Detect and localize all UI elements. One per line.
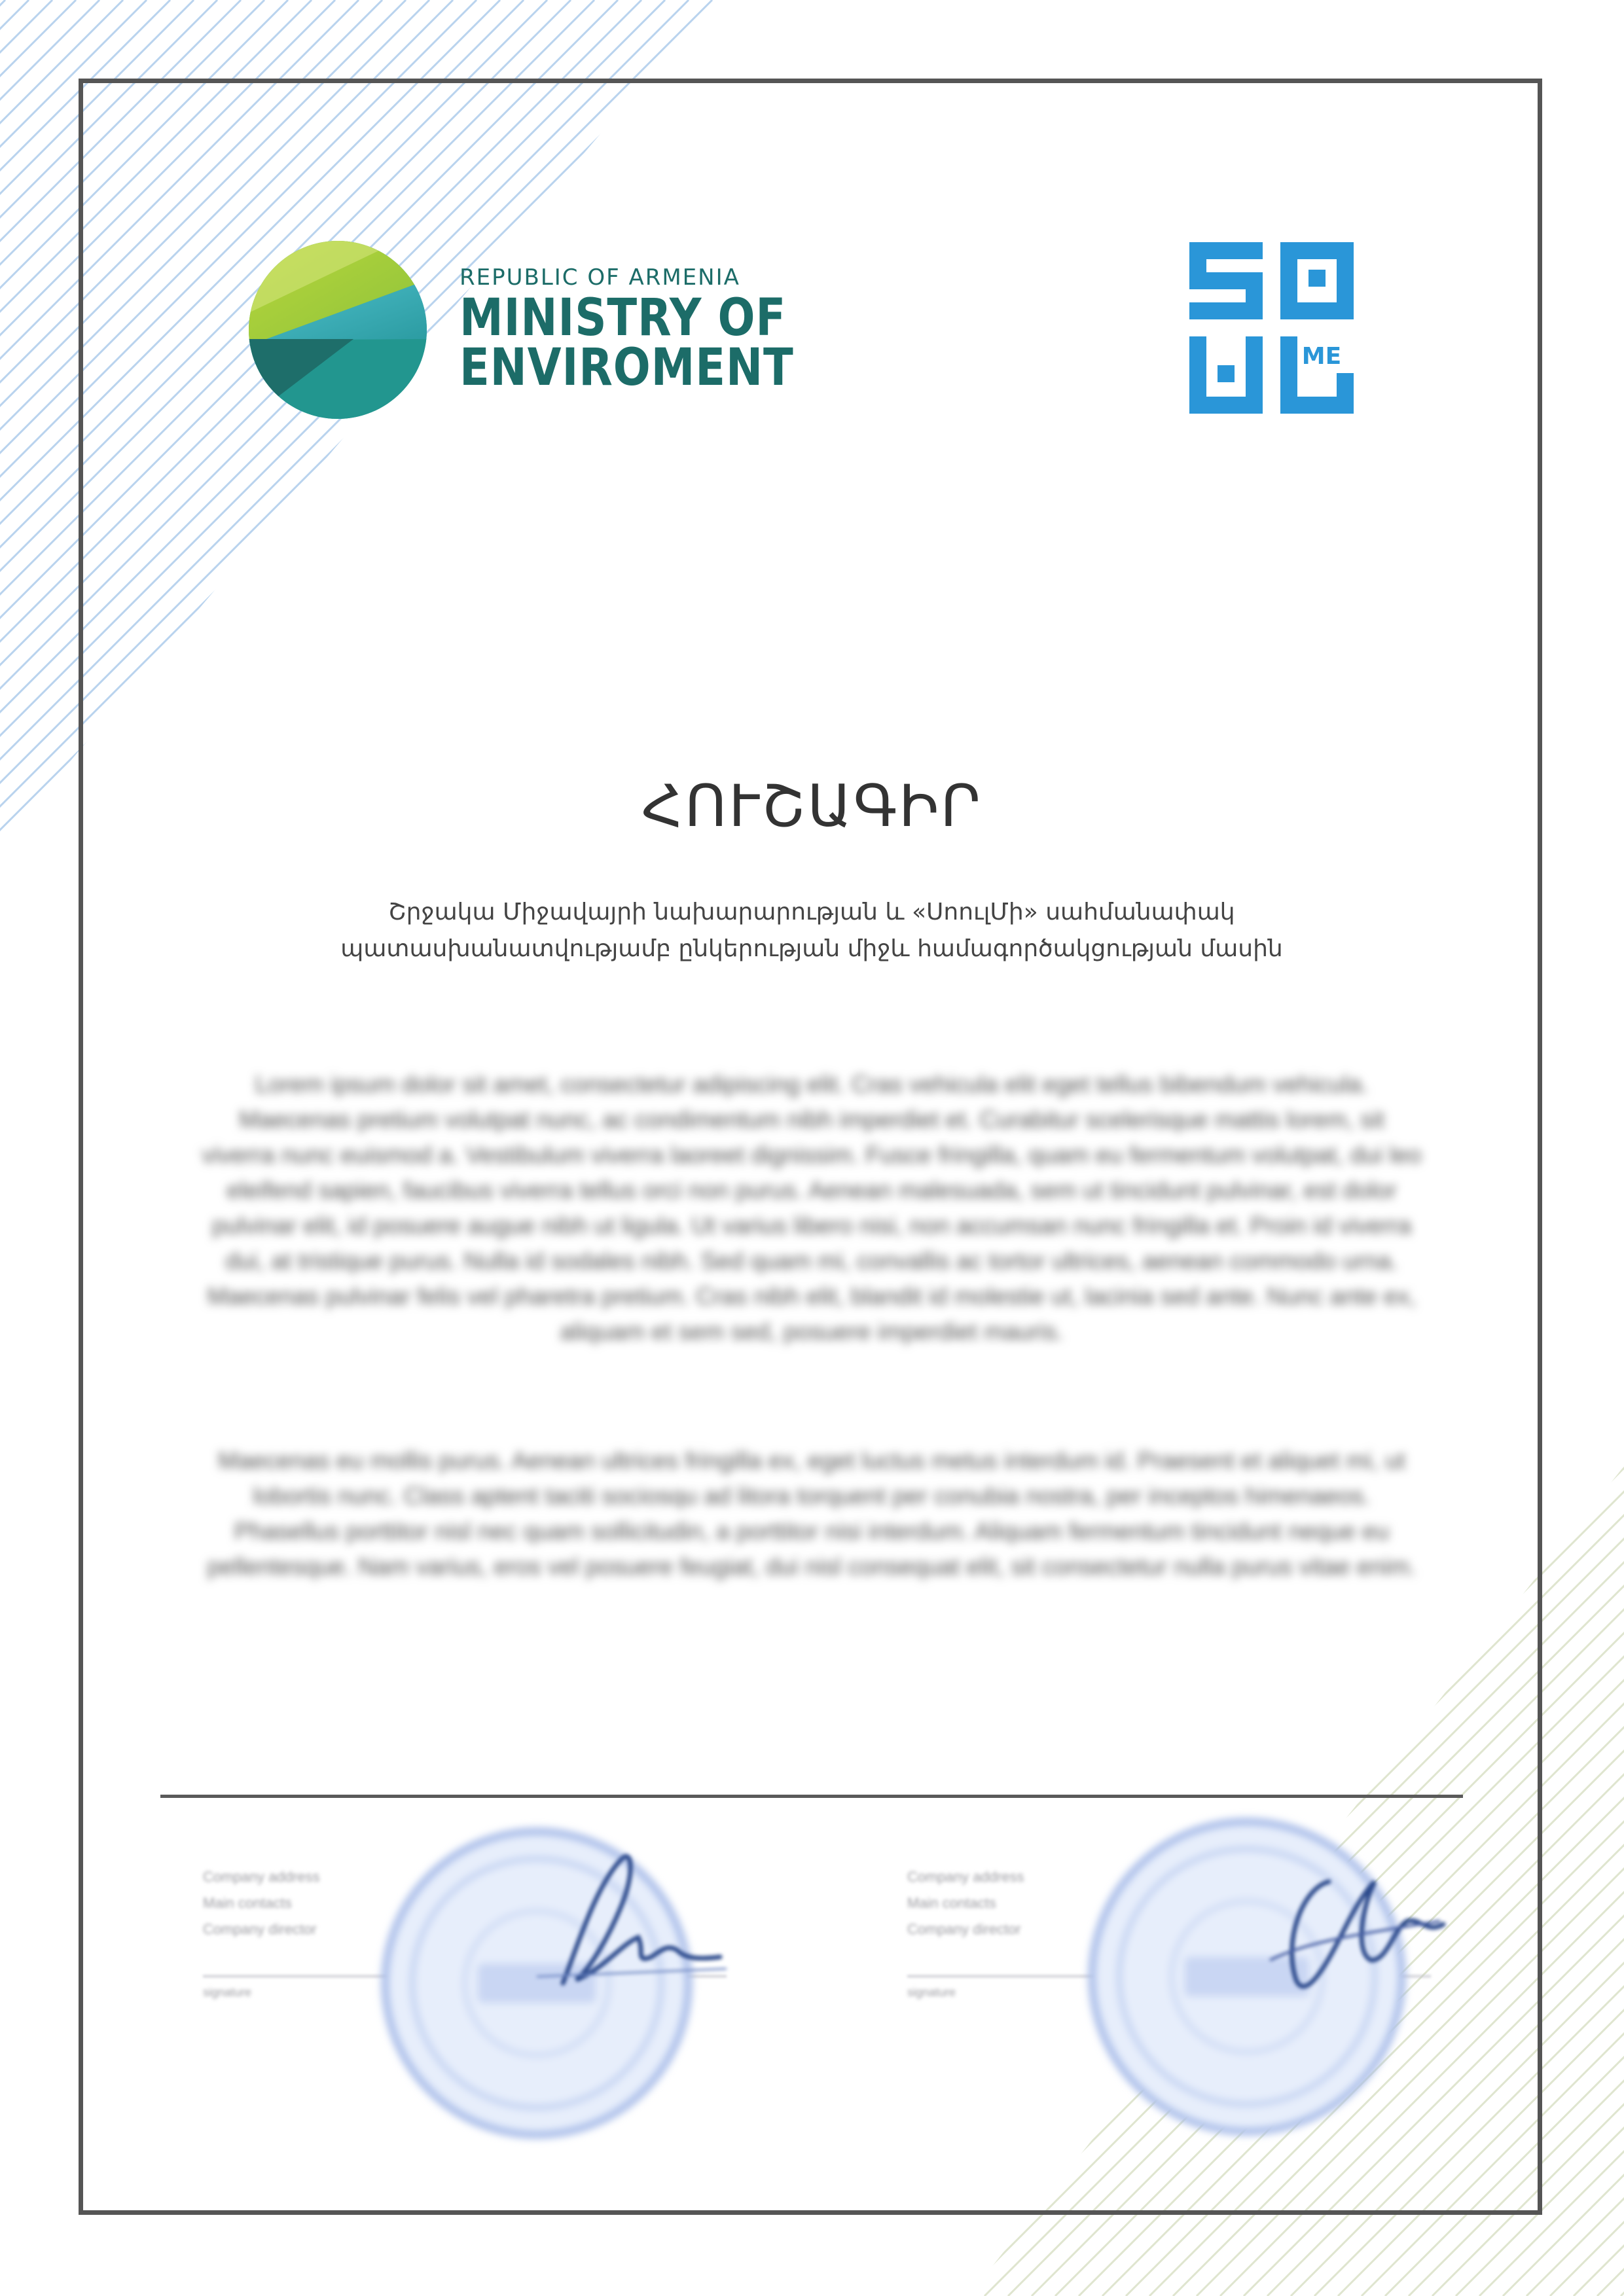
signer-left-address: Company address: [203, 1869, 320, 1885]
signer-right-director: Company director: [907, 1921, 1021, 1937]
document-title: ՀՈՒՇԱԳԻՐ: [641, 772, 983, 840]
ministry-country: REPUBLIC OF ARMENIA: [460, 264, 740, 291]
ministry-globe-logo: [249, 241, 427, 419]
signer-right-underline-label: signature: [907, 1986, 956, 1999]
document-subtitle: [249, 894, 1375, 967]
signer-left-contacts: Main contacts: [203, 1895, 292, 1911]
stripe-line: [1574, 1445, 1624, 2296]
handwritten-signature-left: [524, 1846, 733, 1996]
signer-right-address: Company address: [907, 1869, 1024, 1885]
subtitle-line-1: Շրջակա Միջավայրի նախարարության և «ՍոուլՄի» սահմանափակ: [388, 899, 1235, 925]
ministry-name-block: [460, 262, 848, 397]
ministry-name-line1: MINISTRY OF: [460, 289, 787, 348]
subtitle-line-2: պատասխանատվությամբ ընկերության միջև համագործակցության մասին: [340, 935, 1283, 962]
body-paragraph-1: Lorem ipsum dolor sit amet, consectetur adipiscing elit. Cras vehicula elit eget tellus bibendum vehicula. Maecenas pretium volutpat nunc, ac condimentum nibh imperdiet et. Curabitur scelerisque mattis lorem, sit viverra nunc euismod a. Vestibulum viverra laoreet dignissim. Fusce fringilla, quam eu fermentum volutpat, dui leo eleifend sapien, faucibus viverra tellus orci non purus. Aenean malesuada, sem ut tincidunt pulvinar, est dolor pulvinar elit, id posuere augue nibh ut ligula. Ut varius libero nisi, non accumsan nunc fringilla et. Proin id viverra dui, at tristique purus. Nulla id sodales nibh. Sed quam mi, convallis ac tortor ultrices, aenean commodo urna. Maecenas pulvinar felis vel pharetra pretium. Cras nibh elit, blandit id molestie ut, lacinia sed ante. Nunc ante ex, aliquam et sem sed, posuere imperdiet mauris.: [202, 1071, 1422, 1345]
signer-left-info: [203, 1864, 320, 1943]
signer-right-info: [907, 1864, 1024, 1943]
ministry-name-line2: ENVIROMENT: [460, 338, 794, 397]
signer-left-director: Company director: [203, 1921, 317, 1937]
stripe-line: [1597, 1445, 1624, 2296]
stripe-line: [1621, 1445, 1624, 2296]
stripe-line: [0, 0, 76, 851]
signature-divider: [160, 1795, 1463, 1798]
stripe-line: [0, 0, 5, 851]
stripe-line: [0, 0, 29, 851]
body-paragraph-2: Maecenas eu mollis purus. Aenean ultrices fringilla ex, eget luctus metus interdum id. Praesent et aliquet mi, ut lobortis nunc. Class aptent taciti sociosqu ad litora torquent per conubia nostra, per inceptos himenaeos. Phasellus porttitor nisl nec quam sollicitudin, a porttitor nisi interdum. Aliquam fermentum tincidunt neque eu pellentesque. Nam varius, eros vel posuere feugiat, dui nisl consequat elit, sit consectetur nulla purus vitae enim.: [207, 1447, 1416, 1580]
soulme-square-logo: [1189, 242, 1354, 414]
signer-right-contacts: Main contacts: [907, 1895, 996, 1911]
handwritten-signature-right: [1231, 1862, 1447, 2013]
signer-left-underline-label: signature: [203, 1986, 252, 1999]
soulme-logo-text: ME: [1301, 343, 1342, 370]
stripe-line: [1550, 1445, 1624, 2296]
stripe-line: [0, 0, 52, 851]
